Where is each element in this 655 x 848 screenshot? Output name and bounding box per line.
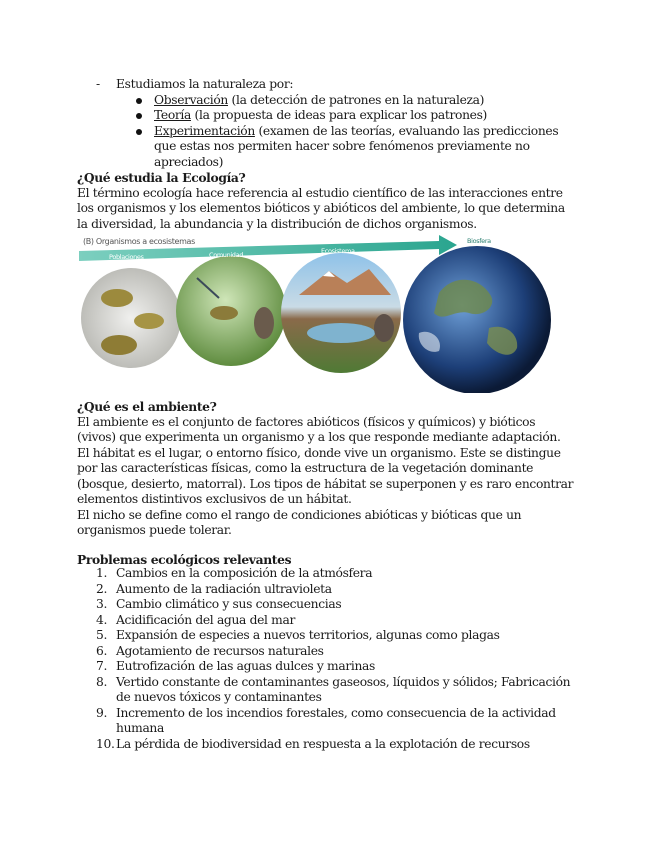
biosphere-globe xyxy=(403,246,551,393)
item-number: 2. xyxy=(96,581,108,596)
frog-icon xyxy=(101,335,137,355)
label-poblaciones: Poblaciones xyxy=(109,253,144,261)
frog-icon xyxy=(210,306,238,320)
ambiente-body-1: El ambiente es el conjunto de factores abióticos (físicos y químicos) y bióticos (vivos) que experimenta un organismo y a los que responde mediante adaptación. xyxy=(77,414,561,444)
frog-icon xyxy=(134,313,164,329)
item-number: 3. xyxy=(96,597,108,611)
list-item xyxy=(96,597,586,613)
organisms-to-ecosystems-figure xyxy=(79,233,551,393)
frog-icon xyxy=(101,289,133,307)
list-item xyxy=(96,706,586,737)
item-text: Cambios en la composición de la atmósfera xyxy=(116,566,373,580)
item-text: Acidificación del agua del mar xyxy=(116,612,295,627)
list-item xyxy=(96,628,586,644)
item-text: Expansión de especies a nuevos territorios, algunas como plagas xyxy=(116,628,500,642)
bullet-term: Observación xyxy=(154,92,228,107)
item-number: 6. xyxy=(96,643,108,658)
figure-title: (B) Organismos a ecosistemas xyxy=(83,237,195,246)
bullet-item xyxy=(136,124,574,171)
item-number: 7. xyxy=(96,659,108,673)
item-text: Aumento de la radiación ultravioleta xyxy=(116,581,332,596)
ecologia-heading: ¿Qué estudia la Ecología? xyxy=(77,170,246,185)
item-text: Cambio climático y sus consecuencias xyxy=(116,597,342,611)
figure-illustration xyxy=(79,233,551,393)
dash-marker: - xyxy=(96,77,100,91)
bullet-dot-icon xyxy=(136,113,142,119)
list-item xyxy=(96,613,586,629)
item-number: 1. xyxy=(96,566,108,580)
item-text: Incremento de los incendios forestales, como consecuencia de la actividad humana xyxy=(116,705,556,735)
item-text: Vertido constante de contaminantes gaseosos, líquidos y sólidos; Fabricación de nuevos tóxicos y contaminantes xyxy=(116,674,571,704)
item-number: 10. xyxy=(96,736,115,751)
label-biosfera: Biosfera xyxy=(467,237,491,245)
list-item xyxy=(96,566,586,582)
ecosystem-circle xyxy=(281,253,401,373)
item-text: Agotamiento de recursos naturales xyxy=(116,643,324,658)
bullet-item xyxy=(136,108,574,124)
list-item xyxy=(96,582,586,598)
bullet-item xyxy=(136,93,574,109)
bullet-desc: (la detección de patrones en la naturaleza) xyxy=(228,92,485,107)
ambiente-body-2: El hábitat es el lugar, o entorno físico, donde vive un organismo. Este se distingue por las características físicas, como la estructura de la vegetación dominante (bosque, desierto, matorral). Los tipos de hábitat se superponen y es raro encontrar elementos distintivos exclusivos de un hábitat. xyxy=(77,445,574,506)
bullet-dot-icon xyxy=(136,129,142,135)
intro-list xyxy=(96,77,616,170)
raccoon-icon xyxy=(374,314,394,342)
label-comunidad: Comunidad xyxy=(209,251,243,259)
ambiente-section xyxy=(77,399,577,539)
list-item xyxy=(96,675,586,706)
item-number: 4. xyxy=(96,612,108,627)
item-number: 9. xyxy=(96,705,108,720)
problemas-list xyxy=(96,566,586,752)
item-number: 8. xyxy=(96,674,108,689)
ecologia-section xyxy=(77,170,577,232)
ambiente-heading: ¿Qué es el ambiente? xyxy=(77,399,217,414)
raccoon-icon xyxy=(254,307,274,339)
bullet-term: Teoría xyxy=(154,108,191,122)
item-text: La pérdida de biodiversidad en respuesta a la explotación de recursos xyxy=(116,736,530,751)
item-number: 5. xyxy=(96,628,108,642)
list-item xyxy=(96,737,586,753)
list-item xyxy=(96,659,586,675)
intro-dash-item xyxy=(96,77,616,93)
method-bullets xyxy=(136,93,616,171)
bullet-desc: (la propuesta de ideas para explicar los patrones) xyxy=(190,108,487,122)
bullet-term: Experimentación xyxy=(154,123,255,138)
list-item xyxy=(96,644,586,660)
bullet-desc: (examen de las teorías, evaluando las predicciones que estas nos permiten hacer sobre fenómenos previamente no apreciados) xyxy=(154,123,559,169)
label-ecosistema: Ecosistema xyxy=(321,247,355,255)
populations-circle xyxy=(81,268,181,368)
problemas-heading: Problemas ecológicos relevantes xyxy=(77,552,292,567)
item-text: Eutrofización de las aguas dulces y marinas xyxy=(116,659,375,673)
intro-dash-text: Estudiamos la naturaleza por: xyxy=(116,77,294,91)
bullet-dot-icon xyxy=(136,98,142,104)
ecologia-body: El término ecología hace referencia al estudio científico de las interacciones entre los organismos y los elementos bióticos y abióticos del ambiente, lo que determina la diversidad, la abundancia y la distribución de dichos organismos. xyxy=(77,185,565,231)
pond-icon xyxy=(307,323,375,343)
ambiente-body-3: El nicho se define como el rango de condiciones abióticas y bióticas que un organismos puede tolerar. xyxy=(77,507,522,537)
